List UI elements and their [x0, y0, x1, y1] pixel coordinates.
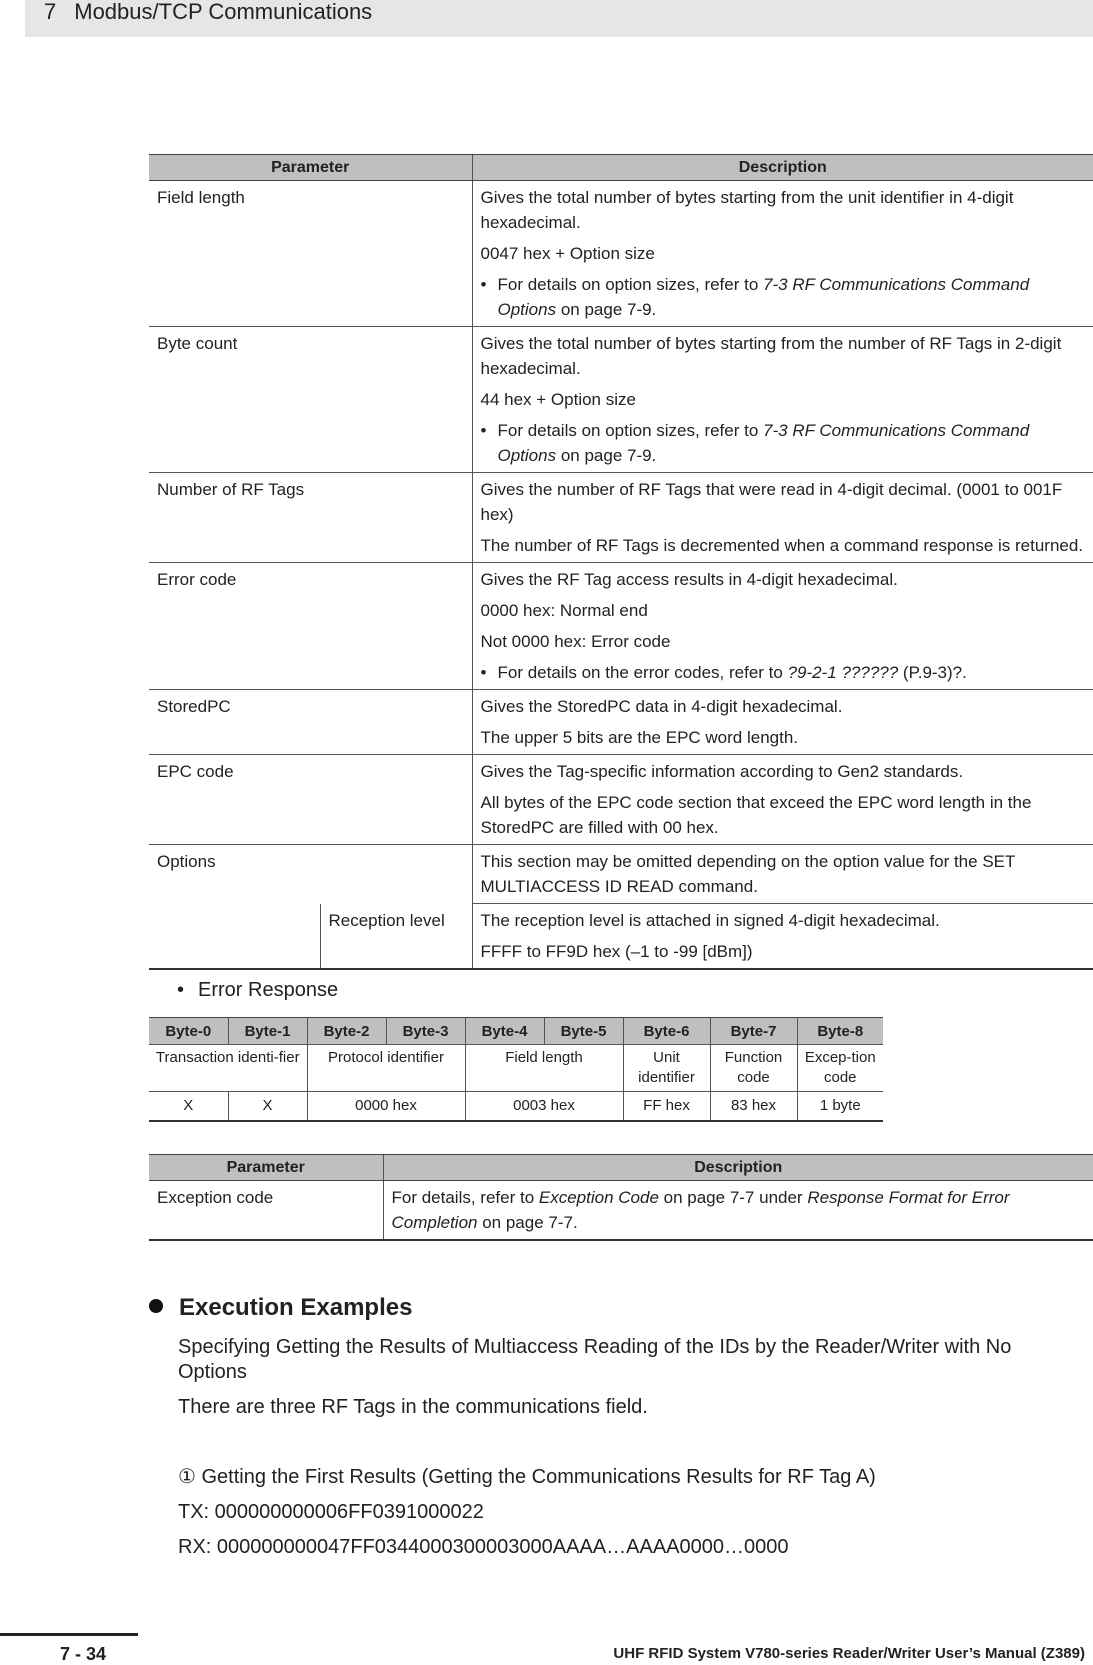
desc-text: FFFF to FF9D hex (–1 to -99 [dBm]) [480, 942, 753, 961]
sub-param-cell: Reception level [320, 904, 472, 970]
desc-text: For details, refer to [391, 1188, 539, 1207]
desc-cell [472, 690, 1093, 755]
table-row [149, 845, 1093, 904]
param-cell: StoredPC [149, 690, 472, 755]
param-header: Parameter [149, 155, 472, 181]
byte-header: Byte-1 [228, 1018, 307, 1045]
byte-header: Byte-6 [623, 1018, 710, 1045]
example-step: ① Getting the First Results (Getting the Communications Results for RF Tag A) [178, 1466, 876, 1488]
desc-cell [472, 473, 1093, 563]
table-row [149, 690, 1093, 755]
param-cell: Exception code [149, 1181, 383, 1241]
parameter-table [149, 154, 1093, 970]
desc-text: Gives the StoredPC data in 4-digit hexadecimal. [480, 697, 843, 716]
chapter-number: 7 [44, 0, 57, 24]
desc-text: on page 7-7. [477, 1213, 578, 1232]
example-note: There are three RF Tags in the communications field. [178, 1396, 648, 1418]
cross-reference: 7-3 RF Communications Command Options [497, 275, 1030, 319]
desc-text: Gives the RF Tag access results in 4-digit hexadecimal. [480, 570, 898, 589]
desc-text: Gives the Tag-specific information according to Gen2 standards. [480, 762, 964, 781]
table-row [149, 181, 1093, 327]
param-cell: Byte count [149, 327, 472, 473]
byte-header: Byte-5 [544, 1018, 623, 1045]
field-cell: Transaction identi-fier [149, 1045, 307, 1092]
param-cell: Options [157, 852, 216, 871]
desc-text: Gives the total number of bytes starting from the unit identifier in 4-digit hexadecimal. [480, 188, 1014, 232]
field-cell: Protocol identifier [307, 1045, 465, 1092]
table-row [149, 563, 1093, 690]
error-response-text: Error Response [198, 979, 339, 1001]
desc-cell [472, 563, 1093, 690]
desc-text: The upper 5 bits are the EPC word length. [480, 728, 799, 747]
desc-cell [472, 904, 1093, 970]
bullet-text: For details on option sizes, refer to [497, 421, 764, 440]
desc-text: Not 0000 hex: Error code [480, 632, 671, 651]
desc-text: 44 hex + Option size [480, 390, 636, 409]
field-cell: Field length [465, 1045, 623, 1092]
bullet-text: (P.9-3)?. [898, 663, 967, 682]
bullet-text: For details on option sizes, refer to [497, 275, 764, 294]
value-cell: FF hex [623, 1092, 710, 1122]
param-cell: Field length [149, 181, 472, 327]
section-heading [149, 1294, 412, 1322]
page-number: 7 - 34 [60, 1644, 107, 1664]
byte-header: Byte-4 [465, 1018, 544, 1045]
desc-cell [472, 327, 1093, 473]
example-description: Specifying Getting the Results of Multiaccess Reading of the IDs by the Reader/Writer with No Options [178, 1336, 1012, 1383]
param-cell-empty [149, 904, 320, 970]
param-cell: Error code [149, 563, 472, 690]
cross-reference: ?9-2-1 ?????? [787, 663, 899, 682]
rx-line: RX: 000000000047FF0344000300003000AAAA…AAAA0000…0000 [178, 1536, 789, 1558]
value-cell: 1 byte [797, 1092, 883, 1122]
bullet-text: For details on the error codes, refer to [497, 663, 788, 682]
bullet-text: on page 7-9. [556, 446, 657, 465]
byte-header: Byte-2 [307, 1018, 386, 1045]
value-cell: 0000 hex [307, 1092, 465, 1122]
chapter-heading [44, 0, 372, 24]
table-row [149, 473, 1093, 563]
field-cell: Function code [710, 1045, 797, 1092]
table-row [149, 904, 1093, 970]
desc-cell [383, 1181, 1093, 1241]
desc-text: All bytes of the EPC code section that exceed the EPC word length in the StoredPC are filled with 00 hex. [480, 793, 1032, 837]
chapter-title: Modbus/TCP Communications [74, 0, 373, 24]
desc-cell [472, 845, 1093, 904]
byte-header: Byte-7 [710, 1018, 797, 1045]
field-cell: Excep-tion code [797, 1045, 883, 1092]
table-row [149, 327, 1093, 473]
error-response-label: • Error Response [177, 979, 339, 1001]
desc-bullet: • For details on the error codes, refer to ?9-2-1 ?????? (P.9-3)?. [480, 663, 967, 682]
desc-cell [472, 181, 1093, 327]
cross-reference: 7-3 RF Communications Command Options [497, 421, 1030, 465]
byte-header: Byte-3 [386, 1018, 465, 1045]
desc-cell [472, 755, 1093, 845]
desc-text: Gives the total number of bytes starting from the number of RF Tags in 2-digit hexadecimal. [480, 334, 1062, 378]
value-cell: 83 hex [710, 1092, 797, 1122]
bullet-disc-icon [149, 1299, 163, 1313]
byte-header: Byte-8 [797, 1018, 883, 1045]
desc-bullet: • For details on option sizes, refer to 7-3 RF Communications Command Options on page 7-9. [480, 275, 1030, 319]
param-cell: EPC code [149, 755, 472, 845]
value-cell: X [228, 1092, 307, 1122]
bullet-text: on page 7-9. [556, 300, 657, 319]
footer-rule [0, 1633, 138, 1636]
section-heading-text: Execution Examples [179, 1294, 413, 1321]
desc-text: 0000 hex: Normal end [480, 601, 648, 620]
desc-bullet: • For details on option sizes, refer to 7-3 RF Communications Command Options on page 7-9. [480, 421, 1030, 465]
tx-line: TX: 000000000006FF0391000022 [178, 1501, 484, 1523]
value-cell: X [149, 1092, 228, 1122]
desc-text: This section may be omitted depending on the option value for the SET MULTIACCESS ID READ command. [480, 852, 1016, 896]
field-cell: Unit identifier [623, 1045, 710, 1092]
manual-title: UHF RFID System V780-series Reader/Writer User’s Manual (Z389) [613, 1645, 1085, 1662]
byte-header: Byte-0 [149, 1018, 228, 1045]
value-cell: 0003 hex [465, 1092, 623, 1122]
desc-text: The reception level is attached in signed 4-digit hexadecimal. [480, 911, 940, 930]
desc-text: Gives the number of RF Tags that were read in 4-digit decimal. (0001 to 001F hex) [480, 480, 1063, 524]
desc-text: 0047 hex + Option size [480, 244, 655, 263]
desc-header: Description [472, 155, 1093, 181]
error-response-table [149, 1017, 883, 1122]
desc-text: The number of RF Tags is decremented when a command response is returned. [480, 536, 1084, 555]
table-row [149, 1181, 1093, 1241]
desc-header: Description [383, 1155, 1093, 1181]
exception-table [149, 1154, 1093, 1241]
param-header: Parameter [149, 1155, 383, 1181]
cross-reference: Exception Code [538, 1188, 659, 1207]
param-cell: Number of RF Tags [149, 473, 472, 563]
cross-reference: Response Format for Error Completion [391, 1188, 1010, 1232]
table-row [149, 755, 1093, 845]
desc-text: on page 7-7 under [658, 1188, 808, 1207]
